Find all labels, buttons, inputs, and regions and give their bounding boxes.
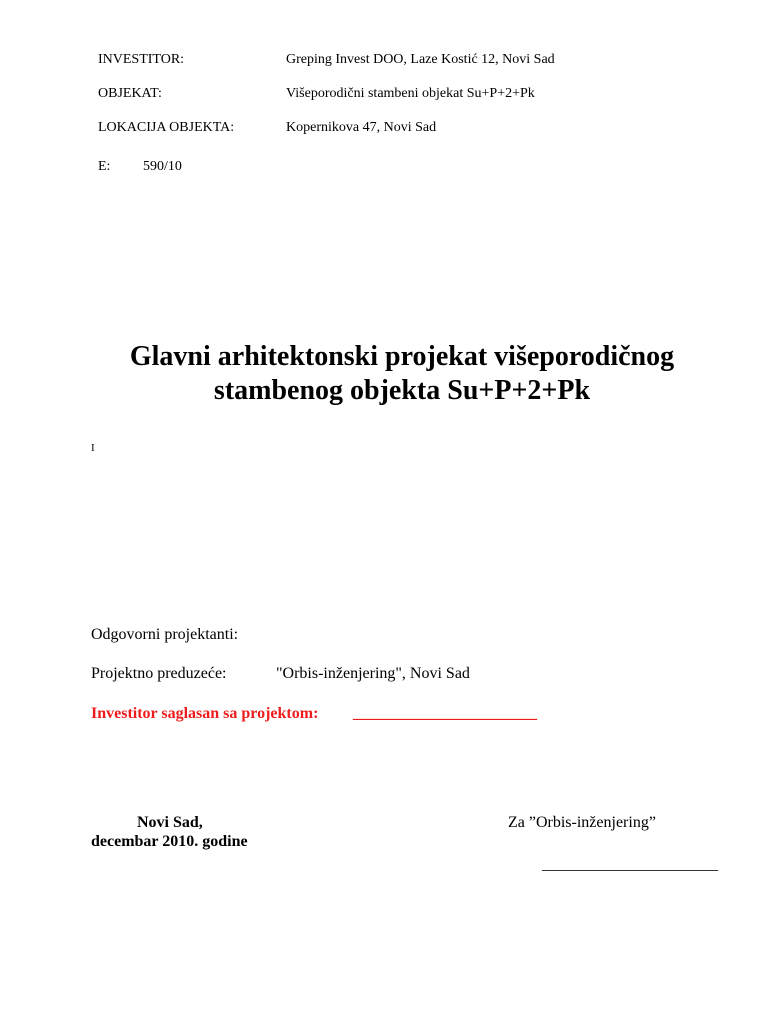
investor-signature-line: _______________________ <box>353 705 537 722</box>
e-label: E: <box>98 159 111 174</box>
page-title <box>0 340 768 408</box>
lokacija-value: Kopernikova 47, Novi Sad <box>286 120 437 135</box>
page-title-line-2: stambenog objekta Su+P+2+Pk <box>213 375 591 406</box>
footer-city: Novi Sad, <box>137 814 203 831</box>
page-title-line-1: Glavni arhitektonski projekat višeporodičnog <box>129 341 675 372</box>
stray-mark: I <box>91 442 95 454</box>
company-signature-line: ______________________ <box>542 856 718 873</box>
lokacija-label: LOKACIJA OBJEKTA: <box>98 120 235 135</box>
investitor-label: INVESTITOR: <box>98 52 185 67</box>
company-value: "Orbis-inženjering", Novi Sad <box>276 665 470 682</box>
footer-date: decembar 2010. godine <box>91 833 248 850</box>
footer-for-company: Za ”Orbis-inženjering” <box>508 814 656 831</box>
company-label: Projektno preduzeće: <box>91 665 227 682</box>
responsible-designers-label: Odgovorni projektanti: <box>91 626 239 643</box>
objekat-value: Višeporodični stambeni objekat Su+P+2+Pk <box>286 86 535 101</box>
e-value: 590/10 <box>143 159 182 174</box>
objekat-label: OBJEKAT: <box>98 86 162 101</box>
investitor-value: Greping Invest DOO, Laze Kostić 12, Novi Sad <box>286 52 555 67</box>
investor-agreement-label: Investitor saglasan sa projektom: <box>91 705 319 722</box>
